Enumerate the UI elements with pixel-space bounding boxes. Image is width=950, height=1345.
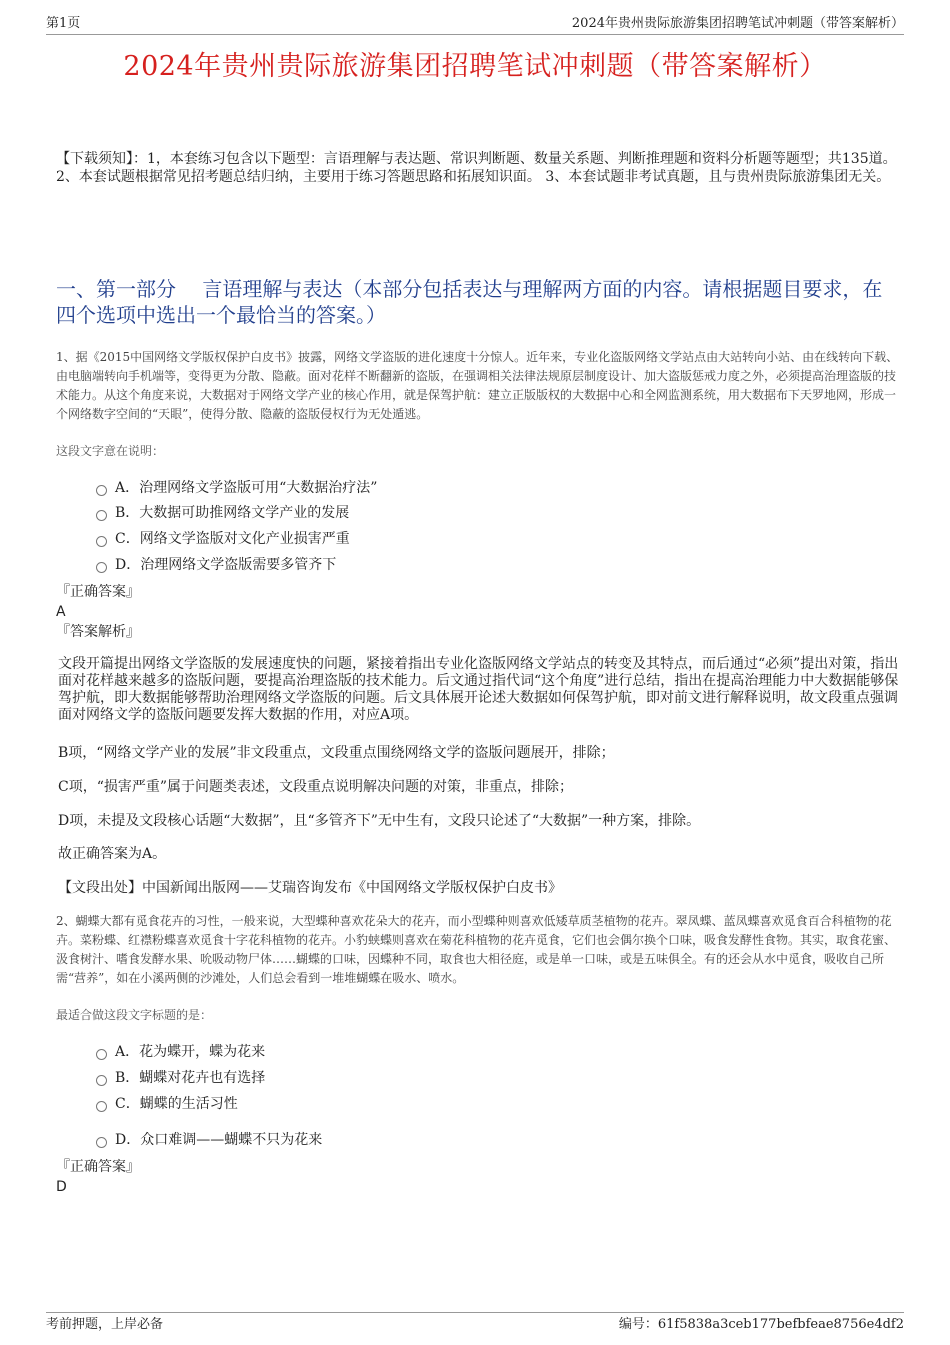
- question-1-analysis-main: 文段开篇提出网络文学盗版的发展速度快的问题，紧接着指出专业化盗版网络文学站点的转变及其特点，而后通过“必须”提出对策，指出面对花样越来越多的盗版问题，要提高治理盗版的技术能力。后文通过指代词“这个角度”进行总结，指出在提高治理能力中大数据能够保驾护航，即大数据能够帮助治理网络文学盗版的问题。后文具体展开论述大数据如何保驾护航，即对前文进行解释说明，故文段重点强调面对网络文学的盗版问题要发挥大数据的作用，对应A项。: [58, 656, 899, 723]
- footer-serial: 编号：61f5838a3ceb177befbfeae8756e4df2: [618, 1317, 904, 1332]
- question-1-prompt: 这段文字意在说明：: [56, 444, 165, 458]
- option-label: C．蝴蝶的生活习性: [115, 1096, 238, 1112]
- question-1-stem: 1、据《2015中国网络文学版权保护白皮书》披露，网络文学盗版的进化速度十分惊人。近年来，专业化盗版网络文学站点由大站转向小站、由在线转向下载、由电脑端转向手机端等，变得更为分散、隐蔽。面对花样不断翻新的盗版，在强调相关法律法规原层制度设计、加大盗版惩戒力度之外，必须提高治理盗版的技术能力。从这个角度来说，大数据对于网络文学产业的核心作用，就是保驾护航：建立正版版权的大数据中心和全网监测系统，用大数据布下天罗地网，形成一个网络数字空间的“天眼”，使得分散、隐蔽的盗版侵权行为无处遁逃。: [56, 350, 899, 421]
- question-2-answer: D: [56, 1179, 67, 1195]
- option-label: A．花为蝶开，蝶为花来: [115, 1044, 266, 1060]
- question-2-answer-label: 『正确答案』: [56, 1159, 140, 1175]
- question-1-analysis-label: 『答案解析』: [56, 624, 140, 640]
- option-label: D．众口难调——蝴蝶不只为花来: [115, 1132, 323, 1148]
- question-2-option-d[interactable]: [96, 1130, 322, 1150]
- radio-icon[interactable]: [96, 1101, 107, 1112]
- question-1-option-d[interactable]: [96, 555, 336, 575]
- question-1-option-c[interactable]: [96, 529, 350, 549]
- question-2-stem: 2、蝴蝶大都有觅食花卉的习性，一般来说，大型蝶种喜欢花朵大的花卉，而小型蝶种则喜欢低矮草质茎植物的花卉。翠凤蝶、蓝凤蝶喜欢觅食百合科植物的花卉。菜粉蝶、红襟粉蝶喜欢觅食十字花科植物的花卉。小豹蛱蝶则喜欢在菊花科植物的花卉觅食，它们也会偶尔换个口味，吸食发酵性食物。其实，取食花蜜、汲食树汁、嗜食发酵水果、吮吸动物尸体……蝴蝶的口味，因蝶种不同，取食也大相径庭，或是单一口味，或是五味俱全。有的还会从水中觅食，吸收自己所需“营养”，如在小溪两侧的沙滩处，人们总会看到一堆堆蝴蝶在吸水、喷水。: [56, 914, 897, 985]
- option-label: A．治理网络文学盗版可用“大数据治疗法”: [115, 480, 378, 496]
- page-number: 第1页: [46, 16, 81, 31]
- radio-icon[interactable]: [96, 1049, 107, 1060]
- header-doc-title: 2024年贵州贵际旅游集团招聘笔试冲刺题（带答案解析）: [571, 16, 904, 31]
- page-title: 2024年贵州贵际旅游集团招聘笔试冲刺题（带答案解析）: [123, 51, 827, 82]
- question-1-conclusion: 故正确答案为A。: [58, 846, 167, 862]
- radio-icon[interactable]: [96, 1137, 107, 1148]
- question-1-option-b[interactable]: [96, 503, 349, 523]
- radio-icon[interactable]: [96, 485, 107, 496]
- question-1-analysis-b: B项，“网络文学产业的发展”非文段重点，文段重点围绕网络文学的盗版问题展开，排除；: [58, 745, 615, 761]
- question-2-option-a[interactable]: [96, 1042, 265, 1062]
- radio-icon[interactable]: [96, 1075, 107, 1086]
- page-footer: [46, 1312, 904, 1332]
- option-label: C．网络文学盗版对文化产业损害严重: [115, 531, 350, 547]
- question-1-analysis-d: D项，未提及文段核心话题“大数据”，且“多管齐下”无中生有，文段只论述了“大数据”一种方案，排除。: [58, 813, 701, 829]
- radio-icon[interactable]: [96, 536, 107, 547]
- option-label: B．大数据可助推网络文学产业的发展: [115, 505, 350, 521]
- question-1-source: 【文段出处】中国新闻出版网——艾瑞咨询发布《中国网络文学版权保护白皮书》: [58, 880, 562, 896]
- radio-icon[interactable]: [96, 510, 107, 521]
- option-label: D．治理网络文学盗版需要多管齐下: [115, 557, 337, 573]
- option-label: B．蝴蝶对花卉也有选择: [115, 1070, 266, 1086]
- footer-slogan: 考前押题，上岸必备: [46, 1317, 164, 1332]
- question-1-answer: A: [56, 604, 66, 620]
- download-notice: 【下载须知】：1，本套练习包含以下题型：言语理解与表达题、常识判断题、数量关系题、判断推理题和资料分析题等题型；共135道。 2、本套试题根据常见招考题总结归纳，主要用于练习答题思路和拓展知识面。 3、本套试题非考试真题，且与贵州贵际旅游集团无关。: [56, 151, 897, 185]
- question-1-option-a[interactable]: [96, 478, 377, 498]
- question-2-option-c[interactable]: [96, 1094, 238, 1114]
- page-header: [46, 12, 904, 35]
- section-title: 一、第一部分 言语理解与表达（本部分包括表达与理解两方面的内容。请根据题目要求，在四个选项中选出一个最恰当的答案。）: [56, 277, 883, 327]
- question-2-option-b[interactable]: [96, 1068, 265, 1088]
- question-1-analysis-c: C项，“损害严重”属于问题类表述，文段重点说明解决问题的对策，非重点，排除；: [58, 779, 574, 795]
- question-2-prompt: 最适合做这段文字标题的是：: [56, 1008, 213, 1022]
- question-1-answer-label: 『正确答案』: [56, 584, 140, 600]
- radio-icon[interactable]: [96, 562, 107, 573]
